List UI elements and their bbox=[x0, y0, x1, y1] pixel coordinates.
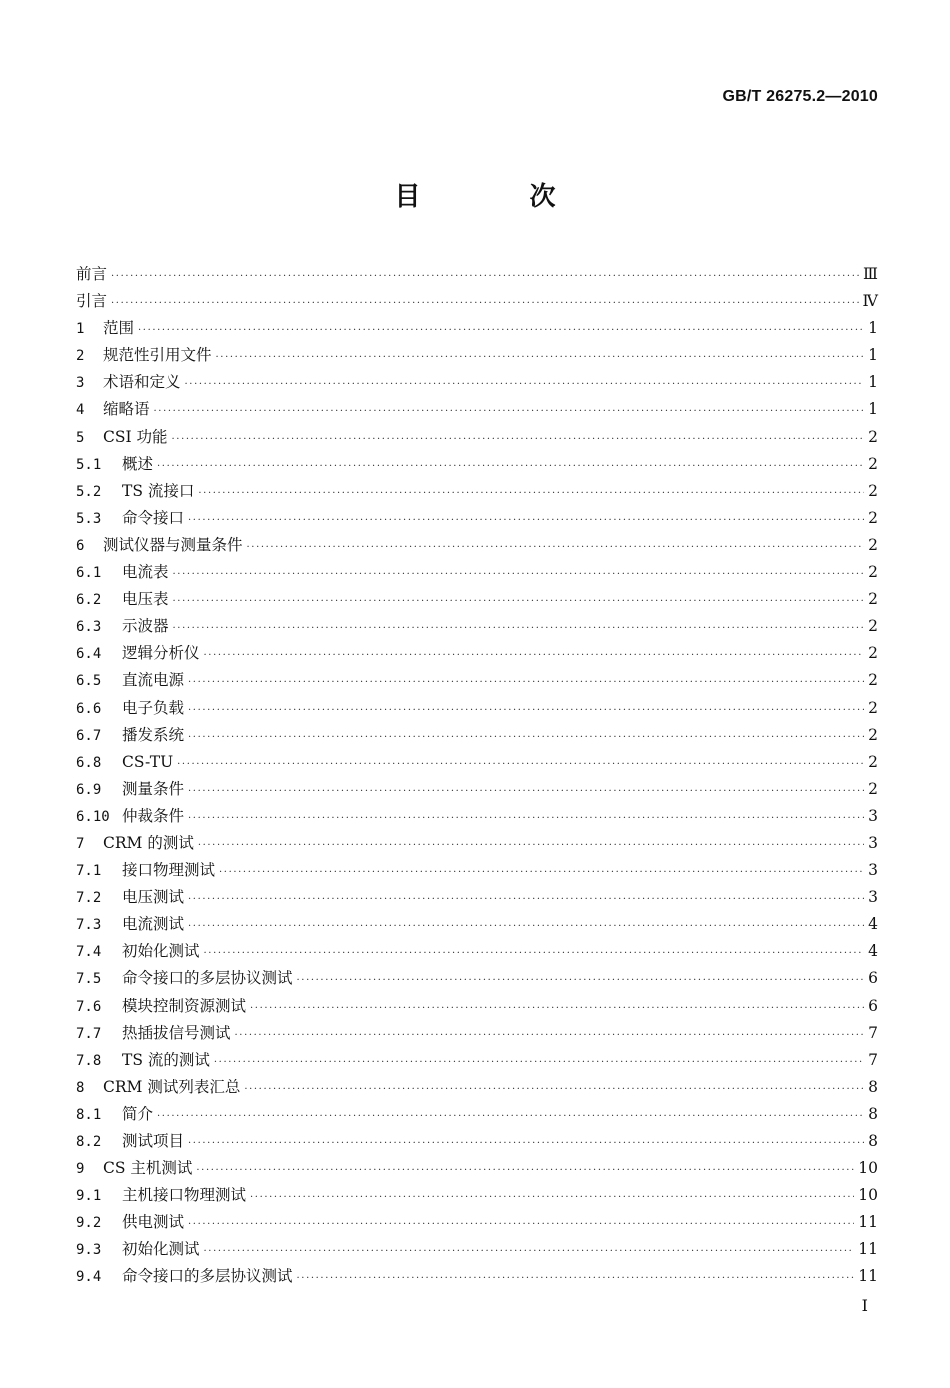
toc-entry-label: 概述 bbox=[122, 454, 154, 473]
toc-entry-page: 6 bbox=[868, 969, 878, 988]
dot-leader bbox=[111, 290, 858, 317]
toc-entry[interactable] bbox=[76, 722, 878, 749]
toc-entry[interactable] bbox=[76, 993, 878, 1020]
toc-entry-page: Ⅳ bbox=[862, 292, 878, 311]
toc-entry[interactable] bbox=[76, 857, 878, 884]
toc-entry-label: 热插拔信号测试 bbox=[122, 1023, 231, 1042]
dot-leader bbox=[247, 534, 865, 561]
toc-entry-page: 3 bbox=[868, 888, 878, 907]
toc-entry-page: 8 bbox=[868, 1132, 878, 1150]
toc-entry-page: 2 bbox=[868, 617, 878, 636]
toc-entry-number: 6.3 bbox=[76, 619, 102, 636]
toc-entry-label: 命令接口的多层协议测试 bbox=[122, 969, 293, 988]
toc-entry[interactable] bbox=[76, 1020, 878, 1047]
toc-entry-page: 2 bbox=[868, 563, 878, 582]
dot-leader bbox=[198, 480, 864, 507]
toc-entry-number: 7.3 bbox=[76, 917, 102, 934]
toc-entry-label: 逻辑分析仪 bbox=[122, 644, 200, 663]
toc-entry-page: 2 bbox=[868, 508, 878, 527]
toc-entry-number: 4 bbox=[76, 402, 85, 419]
toc-entry[interactable] bbox=[76, 911, 878, 938]
dot-leader bbox=[188, 805, 864, 832]
toc-entry-label: 供电测试 bbox=[122, 1213, 185, 1232]
dot-leader bbox=[204, 1238, 855, 1265]
toc-entry[interactable] bbox=[76, 965, 878, 992]
toc-entry-page: 8 bbox=[868, 1104, 878, 1123]
toc-entry[interactable] bbox=[76, 830, 878, 857]
toc-entry-number: 6.7 bbox=[76, 727, 102, 744]
toc-entry-label: CRM 的测试 bbox=[103, 833, 194, 852]
page-title: 目 次 bbox=[394, 182, 606, 212]
toc-entry-label: 引言 bbox=[76, 292, 108, 311]
dot-leader bbox=[188, 1130, 864, 1157]
toc-entry-number: 9.3 bbox=[76, 1242, 102, 1259]
dot-leader bbox=[177, 751, 864, 778]
toc-entry-label: 测试项目 bbox=[122, 1132, 185, 1150]
toc-entry-number: 5.1 bbox=[76, 456, 102, 473]
toc-entry-label: TS 流接口 bbox=[122, 481, 195, 500]
toc-entry[interactable] bbox=[76, 803, 878, 830]
dot-leader bbox=[216, 344, 865, 371]
toc-entry-page: 3 bbox=[868, 861, 878, 880]
toc-entry-label: 范围 bbox=[103, 319, 135, 338]
toc-entry[interactable] bbox=[76, 884, 878, 911]
dot-leader bbox=[204, 642, 865, 669]
toc-entry[interactable] bbox=[76, 1263, 878, 1290]
toc-entry-number: 6 bbox=[76, 537, 85, 554]
toc-entry-label: CS 主机测试 bbox=[103, 1159, 193, 1178]
dot-leader bbox=[185, 371, 865, 398]
toc-entry[interactable] bbox=[76, 749, 878, 776]
toc-entry-label: CSI 功能 bbox=[103, 427, 168, 446]
toc-entry[interactable] bbox=[76, 776, 878, 803]
toc-entry[interactable] bbox=[76, 613, 878, 640]
toc-entry-number: 6.8 bbox=[76, 754, 102, 771]
toc-entry-label: 前言 bbox=[76, 265, 108, 283]
toc-entry-page: 1 bbox=[868, 373, 878, 392]
toc-entry-number: 8 bbox=[76, 1079, 85, 1096]
toc-entry[interactable] bbox=[76, 261, 878, 288]
toc-entry-number: 7.4 bbox=[76, 944, 102, 961]
toc-entry-page: 4 bbox=[868, 942, 878, 961]
toc-entry-label: 测试仪器与测量条件 bbox=[103, 535, 243, 554]
dot-leader bbox=[244, 1076, 864, 1103]
toc-entry-page: 7 bbox=[868, 1050, 878, 1069]
toc-entry-page: 10 bbox=[858, 1186, 878, 1205]
toc-entry-label: 电压测试 bbox=[122, 888, 185, 907]
toc-entry-number: 7.5 bbox=[76, 971, 102, 988]
table-of-contents bbox=[76, 261, 878, 1291]
toc-entry-number: 7.2 bbox=[76, 890, 102, 907]
toc-entry-label: 示波器 bbox=[122, 617, 169, 636]
toc-entry-label: 初始化测试 bbox=[122, 1240, 200, 1259]
dot-leader bbox=[214, 1049, 864, 1076]
toc-entry[interactable] bbox=[76, 1101, 878, 1128]
toc-entry-page: 2 bbox=[868, 752, 878, 771]
toc-entry-number: 6.6 bbox=[76, 700, 102, 717]
toc-entry-number: 6.10 bbox=[76, 808, 110, 825]
toc-entry[interactable] bbox=[76, 342, 878, 369]
page-number: I bbox=[861, 1296, 868, 1315]
toc-entry-number: 3 bbox=[76, 375, 85, 392]
dot-leader bbox=[172, 426, 865, 453]
toc-entry-page: 3 bbox=[868, 833, 878, 852]
toc-entry-page: 4 bbox=[868, 915, 878, 934]
toc-entry-page: 2 bbox=[868, 779, 878, 798]
toc-entry-page: 6 bbox=[868, 996, 878, 1015]
toc-entry[interactable] bbox=[76, 1209, 878, 1236]
toc-entry-label: 初始化测试 bbox=[122, 942, 200, 961]
dot-leader bbox=[188, 778, 864, 805]
dot-leader bbox=[188, 1211, 854, 1238]
dot-leader bbox=[188, 913, 864, 940]
toc-entry-page: 2 bbox=[868, 698, 878, 717]
dot-leader bbox=[188, 724, 864, 751]
toc-entry-page: 2 bbox=[868, 481, 878, 500]
toc-entry-label: TS 流的测试 bbox=[122, 1050, 210, 1069]
toc-entry-label: 直流电源 bbox=[122, 671, 185, 690]
toc-entry-label: 术语和定义 bbox=[103, 373, 181, 392]
toc-entry-number: 5.2 bbox=[76, 483, 102, 500]
toc-entry-label: 电流表 bbox=[122, 563, 169, 582]
toc-entry-page: 2 bbox=[868, 535, 878, 554]
toc-entry[interactable] bbox=[76, 1074, 878, 1101]
toc-entry[interactable] bbox=[76, 451, 878, 478]
toc-entry-number: 5 bbox=[76, 429, 85, 446]
toc-entry-page: 8 bbox=[868, 1077, 878, 1096]
dot-leader bbox=[188, 697, 864, 724]
toc-entry-page: 11 bbox=[858, 1213, 878, 1232]
toc-entry-number: 6.5 bbox=[76, 673, 102, 690]
dot-leader bbox=[173, 588, 865, 615]
dot-leader bbox=[111, 263, 859, 290]
toc-entry-number: 9.2 bbox=[76, 1215, 102, 1232]
dot-leader bbox=[188, 507, 864, 534]
toc-entry[interactable] bbox=[76, 1155, 878, 1182]
toc-entry-label: 播发系统 bbox=[122, 725, 185, 744]
dot-leader bbox=[154, 398, 865, 425]
toc-entry-number: 5.3 bbox=[76, 510, 102, 527]
toc-entry-page: 2 bbox=[868, 590, 878, 609]
toc-entry-page: 10 bbox=[858, 1159, 878, 1178]
dot-leader bbox=[173, 561, 865, 588]
toc-entry[interactable] bbox=[76, 586, 878, 613]
toc-entry-page: 2 bbox=[868, 725, 878, 744]
toc-entry[interactable] bbox=[76, 1182, 878, 1209]
dot-leader bbox=[157, 453, 864, 480]
toc-entry[interactable] bbox=[76, 424, 878, 451]
toc-entry[interactable] bbox=[76, 1236, 878, 1263]
toc-entry-number: 9.4 bbox=[76, 1269, 102, 1286]
dot-leader bbox=[173, 615, 865, 642]
toc-entry-label: 规范性引用文件 bbox=[103, 346, 212, 365]
toc-entry-label: 主机接口物理测试 bbox=[122, 1186, 247, 1205]
toc-entry-page: 1 bbox=[868, 346, 878, 365]
toc-entry-page: 1 bbox=[868, 400, 878, 419]
toc-entry-label: 电流测试 bbox=[122, 915, 185, 934]
dot-leader bbox=[188, 886, 864, 913]
toc-entry-page: 2 bbox=[868, 427, 878, 446]
toc-entry-page: 11 bbox=[858, 1267, 878, 1286]
toc-entry-label: CS-TU bbox=[122, 752, 174, 771]
standard-code: GB/T 26275.2—2010 bbox=[722, 88, 878, 105]
dot-leader bbox=[138, 317, 864, 344]
toc-entry[interactable] bbox=[76, 396, 878, 423]
toc-entry-number: 2 bbox=[76, 348, 85, 365]
toc-entry-label: 缩略语 bbox=[103, 400, 150, 419]
toc-entry-page: 2 bbox=[868, 454, 878, 473]
toc-entry-number: 6.9 bbox=[76, 781, 102, 798]
toc-entry-label: 简介 bbox=[122, 1104, 154, 1123]
toc-entry-number: 7.8 bbox=[76, 1052, 102, 1069]
toc-entry[interactable] bbox=[76, 667, 878, 694]
toc-entry-number: 7.7 bbox=[76, 1025, 102, 1042]
toc-entry-page: 7 bbox=[868, 1023, 878, 1042]
dot-leader bbox=[188, 669, 864, 696]
toc-entry[interactable] bbox=[76, 478, 878, 505]
dot-leader bbox=[250, 995, 864, 1022]
toc-entry[interactable] bbox=[76, 695, 878, 722]
toc-entry-label: 测量条件 bbox=[122, 779, 185, 798]
toc-entry[interactable] bbox=[76, 369, 878, 396]
toc-entry-label: 电压表 bbox=[122, 590, 169, 609]
toc-entry-number: 8.1 bbox=[76, 1106, 102, 1123]
toc-entry[interactable] bbox=[76, 1128, 878, 1155]
toc-entry-page: Ⅲ bbox=[863, 265, 878, 283]
dot-leader bbox=[235, 1022, 865, 1049]
toc-entry-page: 11 bbox=[858, 1240, 878, 1259]
toc-entry-label: 电子负载 bbox=[122, 698, 185, 717]
toc-entry-page: 1 bbox=[868, 319, 878, 338]
dot-leader bbox=[250, 1184, 854, 1211]
toc-entry-number: 7 bbox=[76, 835, 85, 852]
toc-entry-number: 9.1 bbox=[76, 1188, 102, 1205]
toc-entry-page: 3 bbox=[868, 806, 878, 825]
dot-leader bbox=[297, 967, 865, 994]
toc-entry-number: 7.6 bbox=[76, 998, 102, 1015]
toc-entry[interactable] bbox=[76, 505, 878, 532]
toc-entry-number: 8.2 bbox=[76, 1134, 102, 1150]
toc-entry-label: 模块控制资源测试 bbox=[122, 996, 247, 1015]
toc-entry-number: 1 bbox=[76, 321, 85, 338]
toc-entry[interactable] bbox=[76, 315, 878, 342]
toc-entry-number: 9 bbox=[76, 1161, 85, 1178]
toc-entry-label: 接口物理测试 bbox=[122, 861, 216, 880]
toc-entry-page: 2 bbox=[868, 671, 878, 690]
toc-entry[interactable] bbox=[76, 559, 878, 586]
toc-entry[interactable] bbox=[76, 1047, 878, 1074]
toc-entry-label: 仲裁条件 bbox=[122, 806, 185, 825]
toc-entry-number: 6.4 bbox=[76, 646, 102, 663]
toc-entry[interactable] bbox=[76, 938, 878, 965]
toc-entry[interactable] bbox=[76, 640, 878, 667]
toc-entry-page: 2 bbox=[868, 644, 878, 663]
dot-leader bbox=[196, 1157, 854, 1184]
toc-entry-number: 7.1 bbox=[76, 863, 102, 880]
toc-entry-number: 6.1 bbox=[76, 565, 102, 582]
toc-entry-number: 6.2 bbox=[76, 592, 102, 609]
toc-entry-label: CRM 测试列表汇总 bbox=[103, 1077, 241, 1096]
toc-entry-label: 命令接口 bbox=[122, 508, 185, 527]
toc-entry[interactable] bbox=[76, 532, 878, 559]
toc-entry[interactable] bbox=[76, 288, 878, 315]
dot-leader bbox=[219, 859, 864, 886]
toc-entry-label: 命令接口的多层协议测试 bbox=[122, 1267, 293, 1286]
dot-leader bbox=[297, 1265, 855, 1292]
dot-leader bbox=[198, 832, 864, 859]
dot-leader bbox=[204, 940, 865, 967]
dot-leader bbox=[157, 1103, 864, 1130]
